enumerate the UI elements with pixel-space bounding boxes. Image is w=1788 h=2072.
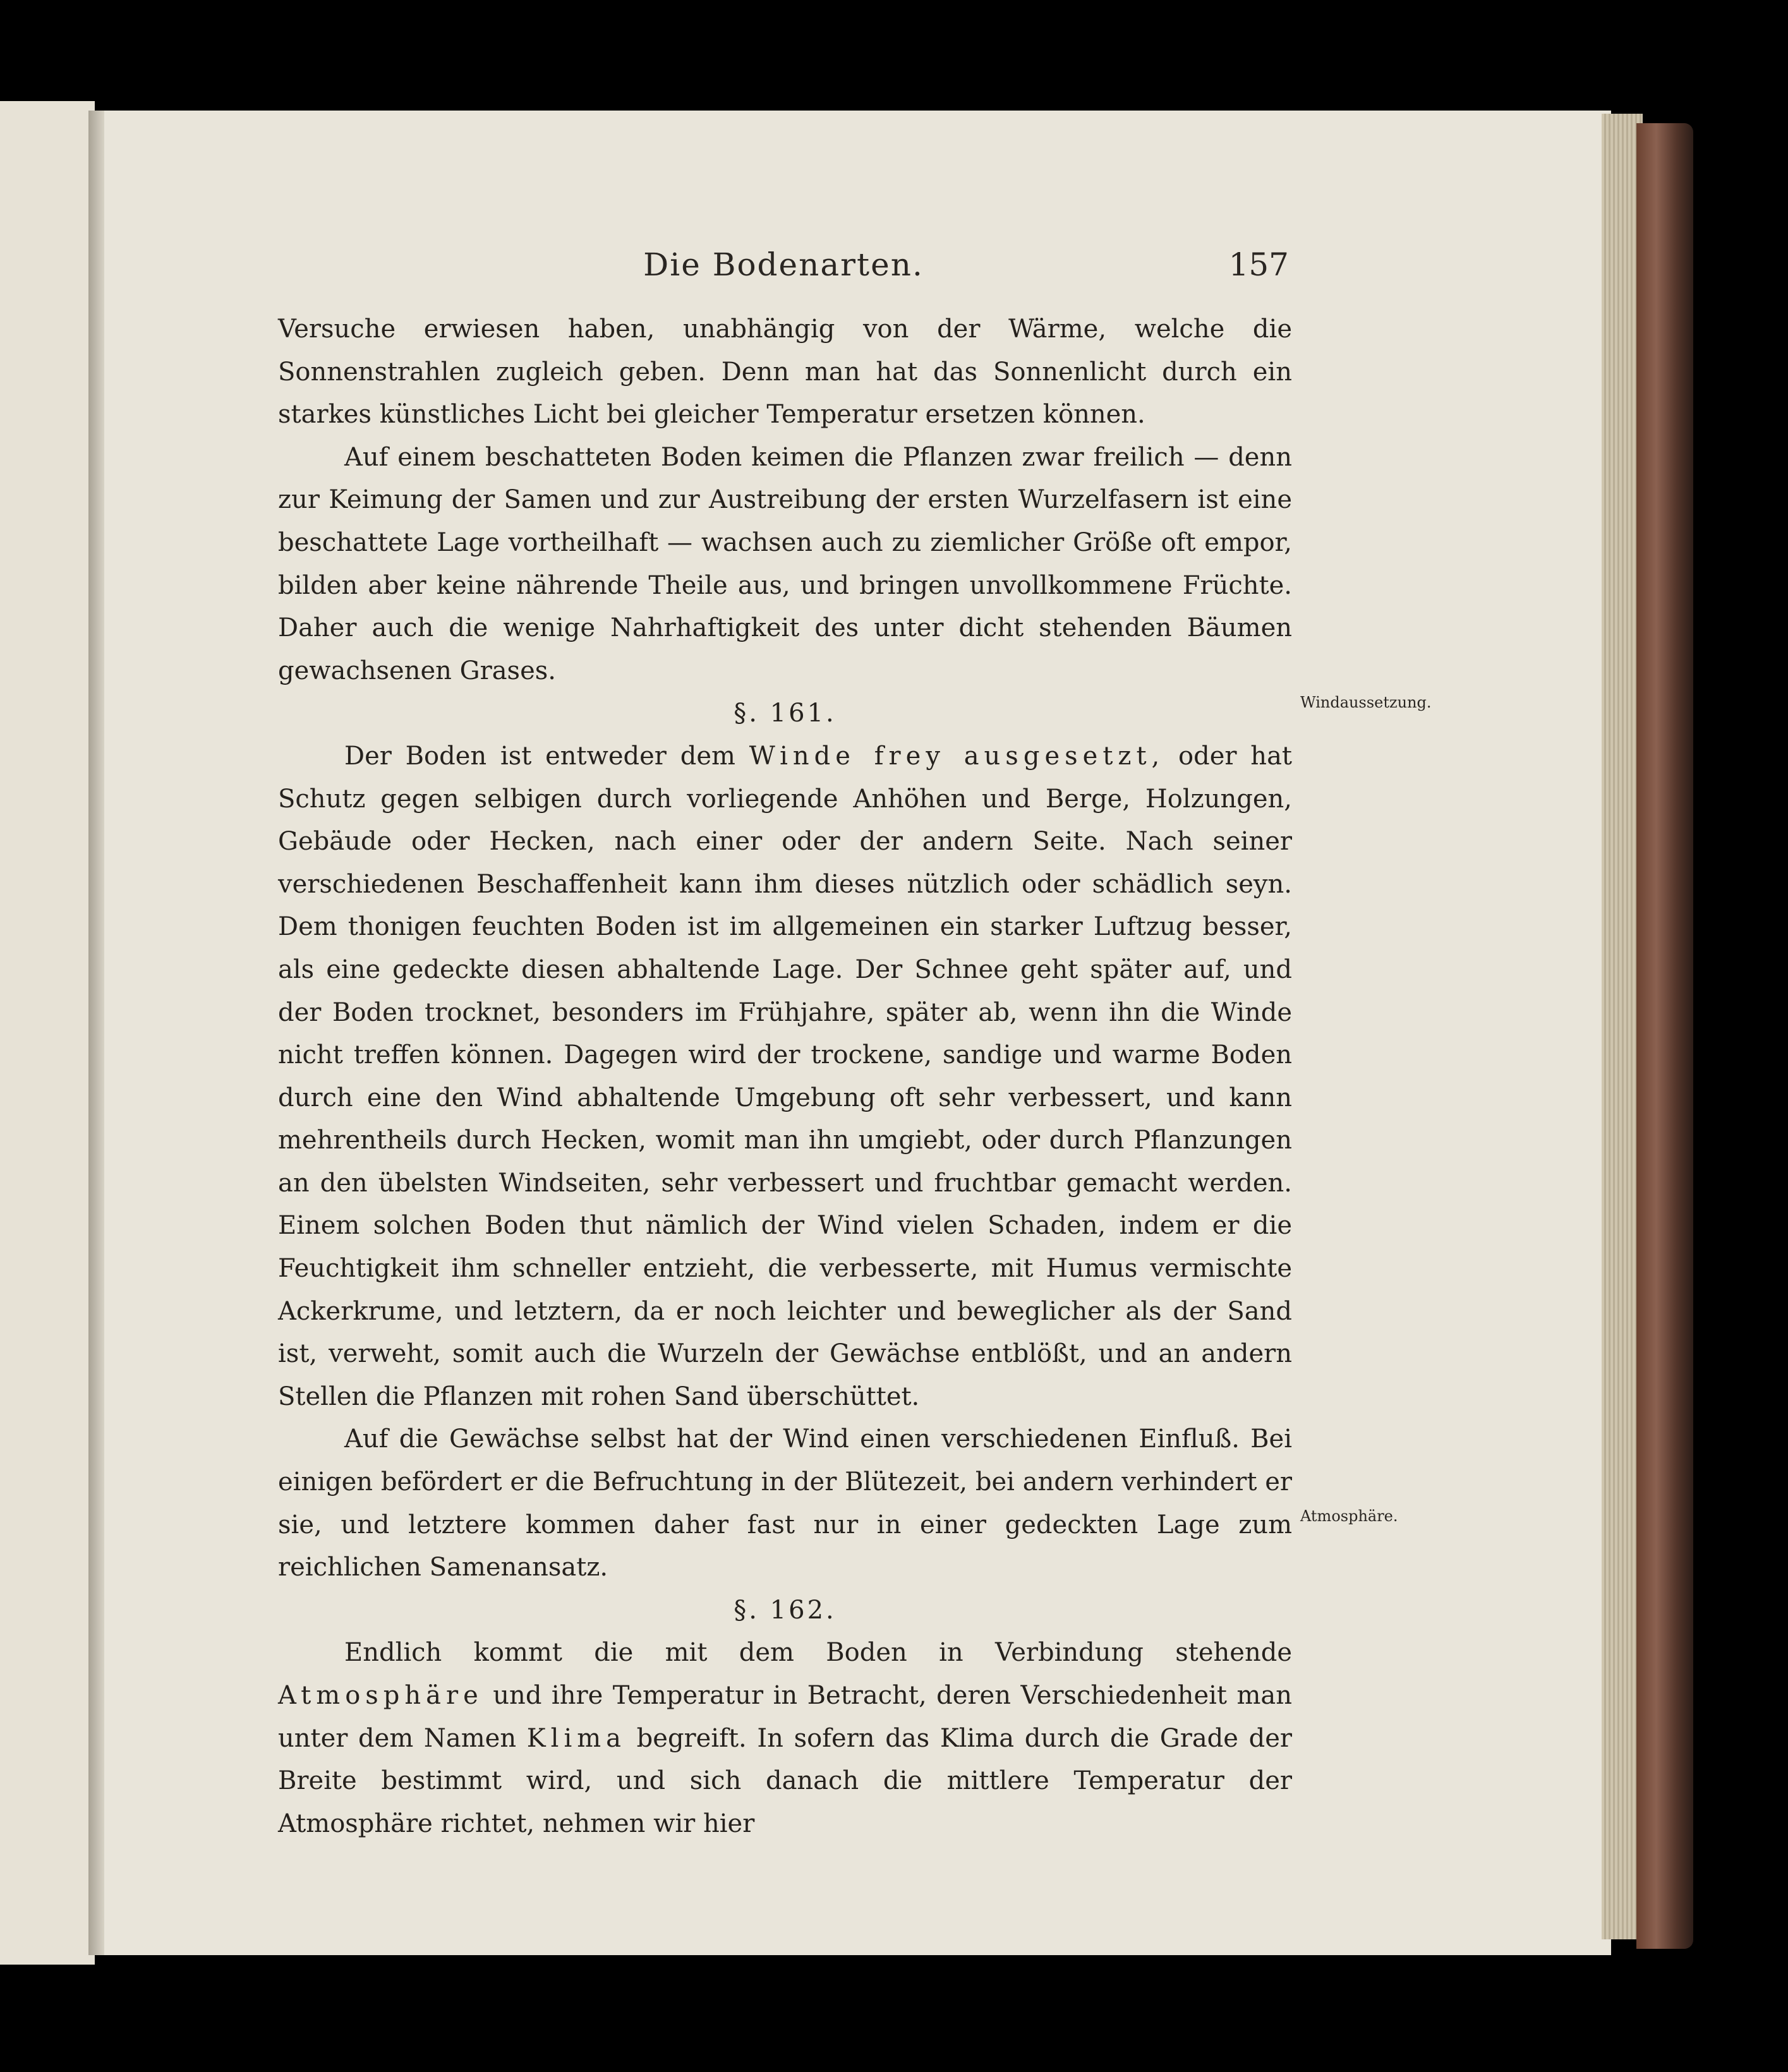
body-text (278, 308, 1292, 1845)
left-page (0, 101, 95, 1965)
section-heading-162: §. 162. (734, 1595, 837, 1625)
paragraph-5-end: begreift. In sofern das Klima durch die Grade der Breite bestimmt wird, und sich danach die mittlere Temperatur der Atmosphäre richtet, nehmen wir hier (278, 1723, 1292, 1838)
paragraph-3-rest: oder hat Schutz gegen selbigen durch vorliegende Anhöhen und Berge, Holzungen, Gebäude oder Hecken, nach einer oder der andern Seite. Nach seiner verschiedenen Beschaffenheit kann ihm dieses nützlich oder schädlich seyn. Dem thonigen feuchten Boden ist im allgemeinen ein starker Luftzug besser, als eine gedeckte diesen abhaltende Lage. Der Schnee geht später auf, und der Boden trocknet, besonders im Frühjahre, später ab, wenn ihn die Winde nicht treffen können. Dagegen wird der trockene, sandige und warme Boden durch eine den Wind abhaltende Umgebung oft sehr verbessert, und kann mehrentheils durch Hecken, womit man ihn umgiebt, oder durch Pflanzungen an den übelsten Windseiten, sehr verbessert und fruchtbar gemacht werden. Einem solchen Boden thut nämlich der Wind vielen Schaden, indem er die Feuchtigkeit ihm schneller entzieht, die verbesserte, mit Humus vermischte Ackerkrume, und letztern, da er noch leichter und beweglicher als der Sand ist, verweht, somit auch die Wurzeln der Gewächse entblößt, und an andern Stellen die Pflanzen mit rohen Sand überschüttet. (278, 741, 1292, 1411)
paragraph-3 (278, 735, 1292, 1419)
paragraph-3-start: Der Boden ist entweder dem (344, 741, 735, 771)
paragraph-2: Auf einem beschatteten Boden keimen die Pflanzen zwar freilich — denn zur Keimung der Samen und zur Austreibung der ersten Wurzelfasern ist eine beschattete Lage vortheilhaft — wachsen auch zu ziemlicher Größe oft empor, bilden aber keine nährende Theile aus, und bringen unvollkommene Früchte. Daher auch die wenige Nahrhaftigkeit des unter dicht stehenden Bäumen gewachsenen Grases. (278, 442, 1292, 685)
paragraph-5 (278, 1632, 1292, 1845)
running-head: Die Bodenarten. (643, 246, 924, 283)
spaced-emphasis-wind: Winde frey ausgesetzt, (749, 741, 1165, 771)
page-header (278, 246, 1289, 297)
book-cover (1636, 123, 1693, 1949)
spaced-emphasis-klima: Klima (526, 1723, 627, 1753)
paragraph-5-middle: und ihre Temperatur in Betracht, deren Verschiedenheit man unter dem Namen (278, 1681, 1292, 1753)
paragraph-4: Auf die Gewächse selbst hat der Wind einen verschiedenen Einfluß. Bei einigen befördert er die Befruchtung in der Blütezeit, bei andern verhindert er sie, und letztere kommen daher fast nur in einer gedeckten Lage zum reichlichen Samenansatz. (278, 1424, 1292, 1582)
marginal-note-atmosphaere: Atmosphäre. (1300, 1507, 1398, 1525)
marginal-note-windaussetzung: Windaussetzung. (1300, 694, 1432, 711)
spaced-emphasis-atmosphere: Atmosphäre (278, 1681, 483, 1710)
paragraph-1: Versuche erwiesen haben, unabhängig von der Wärme, welche die Sonnenstrahlen zugleich geben. Denn man hat das Sonnenlicht durch ein starkes künstliches Licht bei gleicher Temperatur ersetzen können. (278, 315, 1292, 430)
section-heading-161: §. 161. (734, 699, 837, 728)
paragraph-5-start: Endlich kommt die mit dem Boden in Verbindung stehende (344, 1638, 1292, 1668)
page-number: 157 (1228, 246, 1289, 283)
